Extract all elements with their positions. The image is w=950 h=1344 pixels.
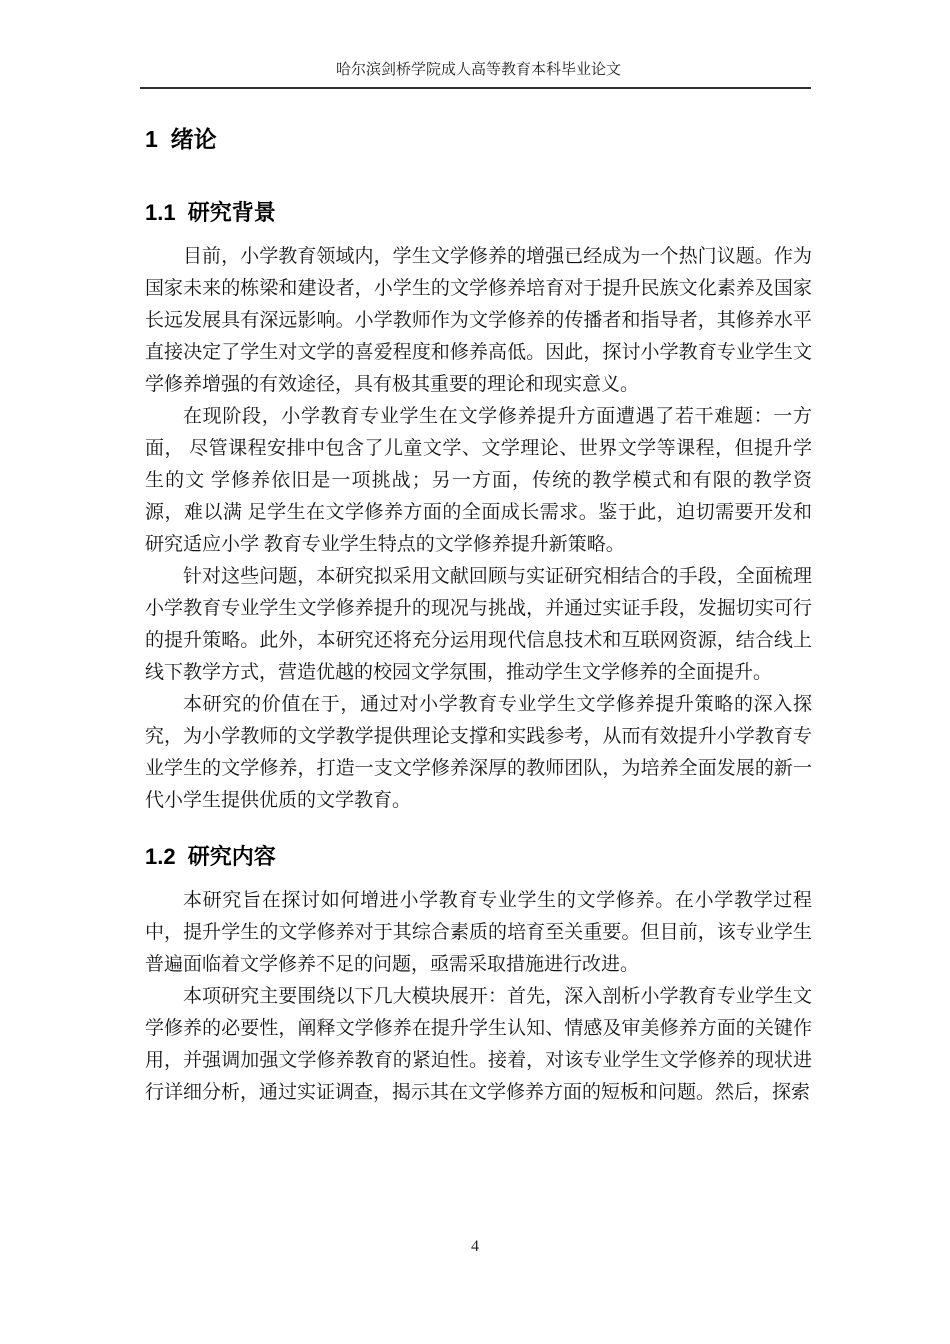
- paragraph: 在现阶段，小学教育专业学生在文学修养提升方面遭遇了若干难题：一方面， 尽管课程安排中包含了儿童文学、文学理论、世界文学等课程，但提升学生的文 学修养依旧是一项挑战；另一方面，传统的教学模式和有限的教学资源，难以满 足学生在文学修养方面的全面成长需求。鉴于此，迫切需要开发和研究适应小学 教育专业学生特点的文学修养提升新策略。: [145, 406, 812, 555]
- page-number: 4: [471, 1238, 479, 1255]
- paragraph: 本研究旨在探讨如何增进小学教育专业学生的文学修养。在小学教学过程中，提升学生的文学修养对于其综合素质的培育至关重要。但目前，该专业学生普遍面临着文学修养不足的问题，亟需采取措施进行改进。: [145, 890, 812, 975]
- paragraph: 针对这些问题，本研究拟采用文献回顾与实证研究相结合的手段，全面梳理 小学教育专业学生文学修养提升的现况与挑战，并通过实证手段，发掘切实可行 的提升策略。此外，本研究还将充分运用现代信息技术和互联网资源，结合线上 线下教学方式，营造优越的校园文学氛围，推动学生文学修养的全面提升。: [145, 566, 817, 683]
- section-heading-1-2: 1.2 研究内容: [145, 844, 276, 869]
- paragraph: 本项研究主要围绕以下几大模块展开：首先，深入剖析小学教育专业学生文 学修养的必要性，阐释文学修养在提升学生认知、情感及审美修养方面的关键作 用，并强调加强文学修养教育的紧迫性。接着，对该专业学生文学修养的现状进 行详细分析，通过实证调查，揭示其在文学修养方面的短板和问题。然后，探索: [145, 986, 817, 1103]
- paragraph: 目前，小学教育领域内，学生文学修养的增强已经成为一个热门议题。作为国家未来的栋梁和建设者，小学生的文学修养培育对于提升民族文化素养及国家长远发展具有深远影响。小学教师作为文学修养的传播者和指导者，其修养水平直接决定了学生对文学的喜爱程度和修养高低。因此，探讨小学教育专业学生文学修养增强的有效途径，具有极其重要的理论和现实意义。: [145, 246, 812, 395]
- chapter-heading: 1 绪论: [145, 126, 217, 152]
- section-heading-1-1: 1.1 研究背景: [145, 200, 276, 225]
- paragraph: 本研究的价值在于，通过对小学教育专业学生文学修养提升策略的深入探究，为小学教师的文学教学提供理论支撑和实践参考，从而有效提升小学教育专业学生的文学修养，打造一支文学修养深厚的教师团队，为培养全面发展的新一代小学生提供优质的文学教育。: [145, 694, 812, 811]
- page-content: [145, 0, 817, 1109]
- header-rule: [140, 87, 811, 89]
- running-header: 哈尔滨剑桥学院成人高等教育本科毕业论文: [335, 62, 621, 78]
